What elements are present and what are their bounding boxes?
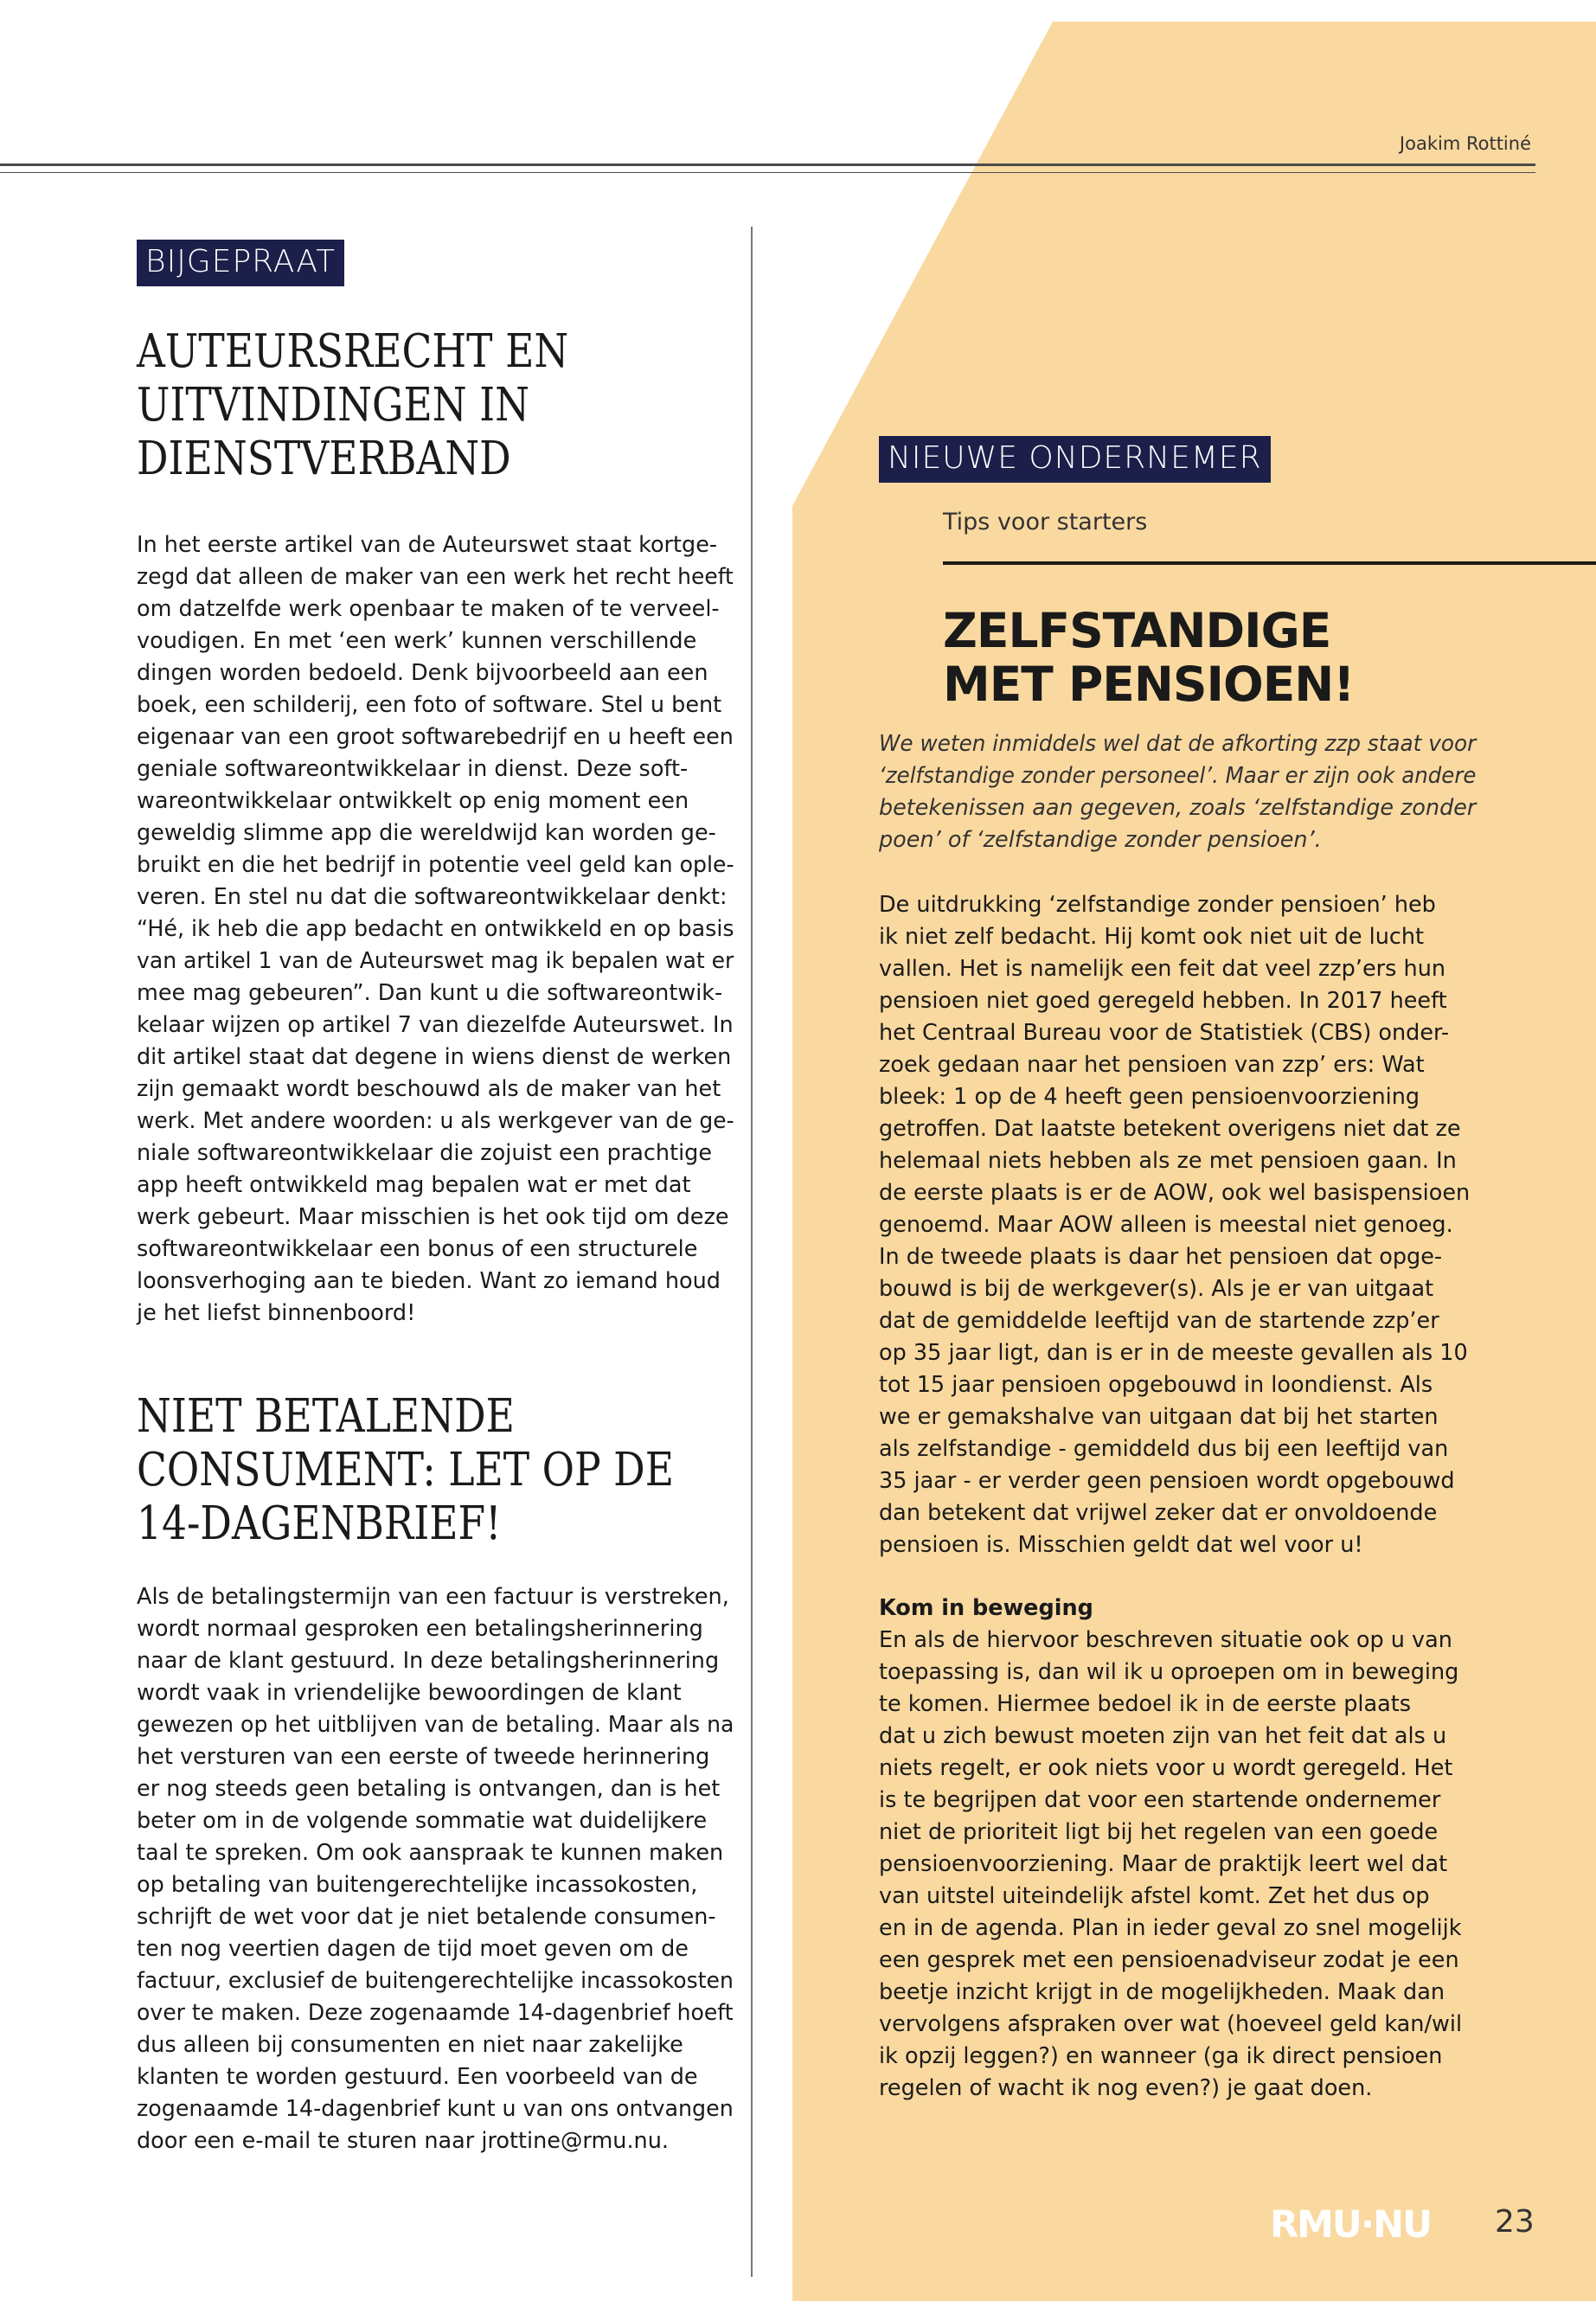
body-line: niet de prioriteit ligt bij het regelen van een goede (879, 1819, 1439, 1845)
body-line: het versturen van een eerste of tweede herinnering (137, 1744, 710, 1770)
body-line: app heeft ontwikkeld mag bepalen wat er met dat (137, 1172, 691, 1198)
body-line: op betaling van buitengerechtelijke incassokosten, (137, 1872, 698, 1898)
body-line: op 35 jaar ligt, dan is er in de meeste gevallen als 10 (879, 1340, 1468, 1366)
body-line: geweldig slimme app die wereldwijd kan worden ge- (137, 820, 716, 846)
body-line: toepassing is, dan wil ik u oproepen om in beweging (879, 1659, 1459, 1685)
body-line: over te maken. Deze zogenaamde 14-dagenbrief hoeft (137, 2000, 734, 2026)
body-line: een gesprek met een pensioenadviseur zodat je een (879, 1947, 1459, 1973)
title-line: 14-DAGENBRIEF! (137, 1497, 502, 1550)
title-line: UITVINDINGEN IN (137, 379, 529, 432)
body-line: niale softwareontwikkelaar die zojuist een prachtige (137, 1140, 713, 1166)
body-line: door een e-mail te sturen naar jrottine@rmu.nu. (137, 2128, 669, 2154)
body-line: genoemd. Maar AOW alleen is meestal niet genoeg. (879, 1212, 1453, 1238)
body-line: voudigen. En met ‘een werk’ kunnen verschillende (137, 628, 697, 654)
body-line: zogenaamde 14-dagenbrief kunt u van ons ontvangen (137, 2096, 734, 2122)
body-line: wordt normaal gesproken een betalingsherinnering (137, 1616, 703, 1642)
body-line: bruikt en die het bedrijf in potentie veel geld kan ople- (137, 852, 734, 878)
rmu-logo: RMU·NU (1270, 2203, 1432, 2247)
body-line: veren. En stel nu dat die softwareontwikkelaar denkt: (137, 884, 727, 910)
article3-body-1 (879, 889, 1476, 1561)
body-line: In de tweede plaats is daar het pensioen dat opge- (879, 1244, 1443, 1270)
body-line: pensioenvoorziening. Maar de praktijk leert wel dat (879, 1851, 1448, 1877)
article3-intro (879, 728, 1476, 856)
page-number: 23 (1495, 2204, 1535, 2240)
body-line: poen’ of ‘zelfstandige zonder pensioen’. (879, 827, 1322, 853)
body-line: eigenaar van een groot softwarebedrijf en u heeft een (137, 724, 734, 750)
body-line: vallen. Het is namelijk een feit dat veel zzp’ers hun (879, 956, 1446, 982)
title-line: CONSUMENT: LET OP DE (137, 1444, 674, 1497)
body-line: zijn gemaakt wordt beschouwd als de maker van het (137, 1076, 721, 1102)
body-line: wareontwikkelaar ontwikkelt op enig moment een (137, 788, 689, 814)
body-line: vervolgens afspraken over wat (hoeveel geld kan/wil (879, 2011, 1463, 2037)
body-line: We weten inmiddels wel dat de afkorting zzp staat voor (879, 731, 1477, 757)
body-line: pensioen niet goed geregeld hebben. In 2017 heeft (879, 988, 1447, 1014)
article3-subheading: Kom in beweging (879, 1595, 1093, 1621)
body-line: te komen. Hiermee bedoel ik in de eerste plaats (879, 1691, 1412, 1717)
title-line: MET PENSIOEN! (943, 657, 1355, 712)
body-line: bouwd is bij de werkgever(s). Als je er van uitgaat (879, 1276, 1434, 1302)
body-line: regelen of wacht ik nog even?) je gaat doen. (879, 2075, 1373, 2101)
title-line: AUTEURSRECHT EN (137, 325, 569, 378)
article3-body-2 (879, 1625, 1476, 2105)
article1-title (137, 325, 650, 486)
body-line: helemaal niets hebben als ze met pensioen gaan. In (879, 1148, 1457, 1174)
body-line: niets regelt, er ook niets voor u wordt geregeld. Het (879, 1755, 1453, 1781)
body-line: geniale softwareontwikkelaar in dienst. Deze soft- (137, 756, 689, 782)
subtitle-rule (943, 561, 1596, 565)
left-column (137, 240, 734, 2157)
body-line: Als de betalingstermijn van een factuur is verstreken, (137, 1584, 729, 1610)
column-divider (751, 227, 753, 2277)
body-line: taal te spreken. Om ook aanspraak te kunnen maken (137, 1840, 724, 1866)
body-line: het Centraal Bureau voor de Statistiek (CBS) onder- (879, 1020, 1450, 1046)
body-line: dus alleen bij consumenten en niet naar zakelijke (137, 2032, 683, 2058)
body-line: is te begrijpen dat voor een startende ondernemer (879, 1787, 1441, 1813)
body-line: ik opzij leggen?) en wanneer (ga ik direct pensioen (879, 2043, 1443, 2069)
body-line: getroffen. Dat laatste betekent overigens niet dat ze (879, 1116, 1461, 1142)
body-line: als zelfstandige - gemiddeld dus bij een leeftijd van (879, 1436, 1449, 1462)
body-line: en in de agenda. Plan in ieder geval zo snel mogelijk (879, 1915, 1462, 1941)
body-line: gewezen op het uitblijven van de betaling. Maar als na (137, 1712, 734, 1738)
body-line: de eerste plaats is er de AOW, ook wel basispensioen (879, 1180, 1471, 1206)
title-line: ZELFSTANDIGE (943, 603, 1331, 658)
right-column (879, 436, 1493, 2105)
body-line: dit artikel staat dat degene in wiens dienst de werken (137, 1044, 732, 1070)
body-line: beetje inzicht krijgt in de mogelijkheden. Maak dan (879, 1979, 1445, 2005)
body-line: boek, een schilderij, een foto of software. Stel u bent (137, 692, 722, 718)
section-label-bijgepraat: BIJGEPRAAT (137, 240, 344, 286)
body-line: tot 15 jaar pensioen opgebouwd in loondienst. Als (879, 1372, 1433, 1398)
body-line: werk gebeurt. Maar misschien is het ook tijd om deze (137, 1204, 729, 1230)
article3-title (943, 604, 1493, 711)
body-line: dingen worden bedoeld. Denk bijvoorbeeld aan een (137, 660, 708, 686)
body-line: ‘zelfstandige zonder personeel’. Maar er zijn ook andere (879, 763, 1477, 789)
section-label-nieuwe-ondernemer: NIEUWE ONDERNEMER (879, 436, 1271, 483)
body-line: kelaar wijzen op artikel 7 van diezelfde Auteurswet. In (137, 1012, 734, 1038)
body-line: zoek gedaan naar het pensioen van zzp’ ers: Wat (879, 1052, 1425, 1078)
body-line: schrijft de wet voor dat je niet betalende consumen- (137, 1904, 716, 1930)
body-line: betekenissen aan gegeven, zoals ‘zelfstandige zonder (879, 795, 1477, 821)
body-line: En als de hiervoor beschreven situatie ook op u van (879, 1627, 1452, 1653)
article1-body (137, 529, 734, 1330)
body-line: ik niet zelf bedacht. Hij komt ook niet uit de lucht (879, 924, 1425, 950)
body-line: naar de klant gestuurd. In deze betalingsherinnering (137, 1648, 720, 1674)
body-line: wordt vaak in vriendelijke bewoordingen de klant (137, 1680, 682, 1706)
section-subtitle: Tips voor starters (943, 509, 1148, 535)
body-line: werk. Met andere woorden: u als werkgever van de ge- (137, 1108, 734, 1134)
title-line: DIENSTVERBAND (137, 433, 511, 485)
body-line: “Hé, ik heb die app bedacht en ontwikkeld en op basis (137, 916, 734, 942)
body-line: pensioen is. Misschien geldt dat wel voor u! (879, 1532, 1363, 1558)
body-line: bleek: 1 op de 4 heeft geen pensioenvoorziening (879, 1084, 1420, 1110)
body-line: 35 jaar - er verder geen pensioen wordt opgebouwd (879, 1468, 1455, 1494)
author-name: Joakim Rottiné (1399, 133, 1531, 154)
article2-body (137, 1581, 734, 2157)
body-line: van uitstel uiteindelijk afstel komt. Zet het dus op (879, 1883, 1430, 1909)
article2-title (137, 1390, 674, 1551)
body-line: dan betekent dat vrijwel zeker dat er onvoldoende (879, 1500, 1438, 1526)
body-line: klanten te worden gestuurd. Een voorbeeld van de (137, 2064, 698, 2090)
body-line: beter om in de volgende sommatie wat duidelijkere (137, 1808, 708, 1834)
header-rule (0, 163, 1535, 166)
body-line: In het eerste artikel van de Auteurswet staat kortge- (137, 532, 718, 558)
body-line: factuur, exclusief de buitengerechtelijke incassokosten (137, 1968, 734, 1994)
header-rule-thin (0, 172, 1535, 173)
body-line: De uitdrukking ‘zelfstandige zonder pensioen’ heb (879, 892, 1436, 918)
body-line: loonsverhoging aan te bieden. Want zo iemand houd (137, 1268, 721, 1294)
body-line: we er gemakshalve van uitgaan dat bij het starten (879, 1404, 1439, 1430)
body-line: ten nog veertien dagen de tijd moet geven om de (137, 1936, 689, 1962)
title-line: NIET BETALENDE (137, 1390, 515, 1443)
body-line: mee mag gebeuren”. Dan kunt u die softwareontwik- (137, 980, 723, 1006)
body-line: dat de gemiddelde leeftijd van de startende zzp’er (879, 1308, 1439, 1334)
body-line: er nog steeds geen betaling is ontvangen, dan is het (137, 1776, 721, 1802)
body-line: dat u zich bewust moeten zijn van het feit dat als u (879, 1723, 1447, 1749)
body-line: je het liefst binnenboord! (137, 1300, 416, 1326)
body-line: om datzelfde werk openbaar te maken of te verveel- (137, 596, 720, 622)
body-line: softwareontwikkelaar een bonus of een structurele (137, 1236, 698, 1262)
body-line: zegd dat alleen de maker van een werk het recht heeft (137, 564, 734, 590)
body-line: van artikel 1 van de Auteurswet mag ik bepalen wat er (137, 948, 734, 974)
